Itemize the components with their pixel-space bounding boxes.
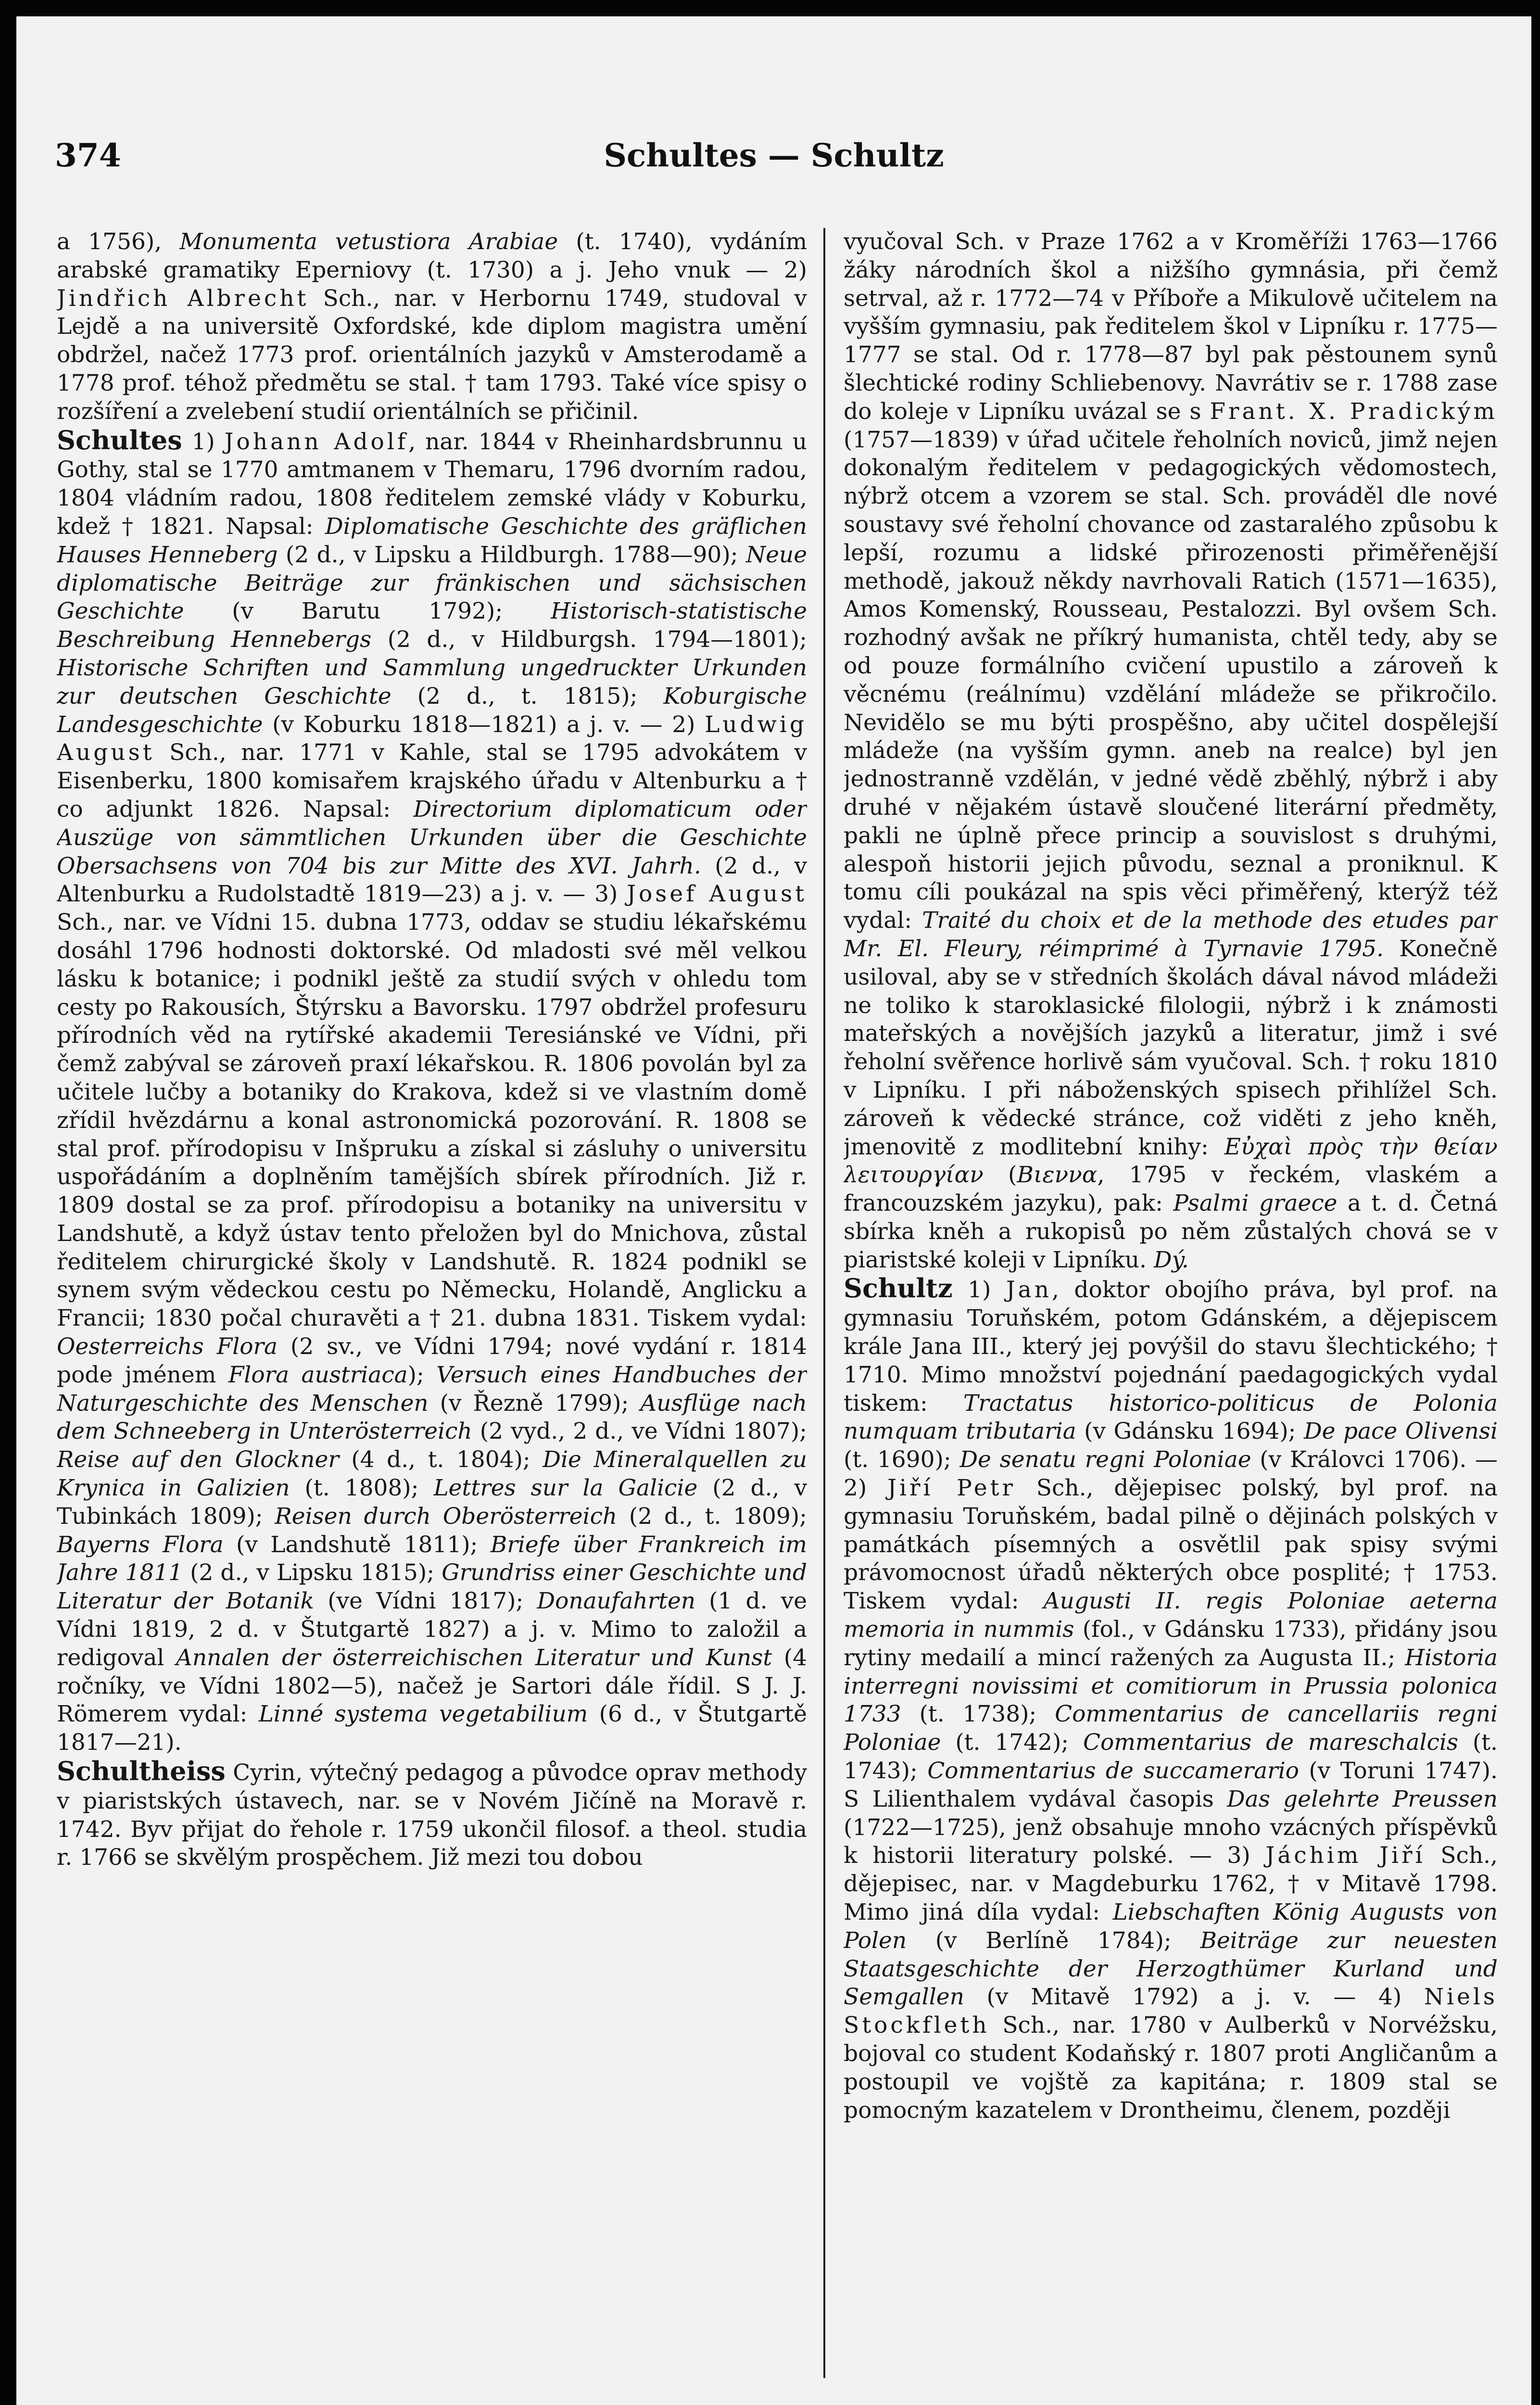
work-title: Die Mineralquellen zu Krynica in Galizien	[57, 1446, 807, 1502]
author-signature: Dý.	[1153, 1246, 1189, 1273]
entry-schultz	[844, 1274, 1498, 2125]
text: (4 d., t. 1804);	[339, 1446, 543, 1473]
text: (v Mitavě 1792) a j. v. — 4)	[964, 1984, 1424, 2011]
text: (1722—1725), jenž obsahuje mnoho vzácných příspěvků k historii literatury polské. — 3)	[844, 1814, 1498, 1869]
text: Sch., nar. v Herbornu 1749, studoval v Lejdě a na universitě Oxfordské, kde diplom magistra umění obdržel, načež 1773 prof. orientálních jazyků v Amsterodamě a 1778 prof. téhož předmětu se stal. † tam 1793. Také více spisy o rozšíření a zvelebení studií orientálních se přičinil.	[57, 285, 807, 425]
work-title: Reisen durch Oberösterreich	[275, 1503, 618, 1530]
work-title: Monumenta vetustiora Arabiae	[179, 228, 558, 255]
text: (v Koburku 1818—1821) a j. v. — 2)	[263, 711, 705, 738]
text: (2 d., v Altenburku a Rudolstadtě 1819—23) a j. v. — 3)	[57, 852, 807, 908]
left-column	[57, 228, 807, 2405]
person-name: Ludwig August	[57, 711, 807, 766]
work-title: Psalmi graece	[1173, 1190, 1338, 1217]
entry-schultes	[57, 426, 807, 1757]
text: Sch., nar. 1771 v Kahle, stal se 1795 advokátem v Eisenberku, 1800 komisařem krajského úřadu v Altenburku a † co adjunkt 1826. Napsal:	[57, 739, 807, 823]
text: (v Řezně 1799);	[428, 1390, 641, 1417]
work-title: Commentarius de cancellariis regni Poloniae	[844, 1701, 1498, 1756]
text: Sch., nar. ve Vídni 15. dubna 1773, oddav se studiu lékařskému dosáhl 1796 hodnosti doktorské. Od mladosti své měl velkou lásku k botanice; i podnikl ještě za studií svých v ohledu tom cesty po Rakousích, Štýrsku a Bavorsku. 1797 obdržel profesuru přírodních věd na rytířské akademii Teresiánské ve Vídni, při čemž zabýval se zároveň praxí lékařskou. R. 1806 povolán byl za učitele lučby a botaniky do Krakova, kdež si ve vlastním domě zřídil hvězdárnu a konal astronomická pozorování. R. 1808 se stal prof. přírodopisu v Inšpruku a získal si zásluhy o universitu uspořádáním a doplněním tamějších sbírek přírodních. Již r. 1809 dostal se za prof. přírodopisu a botaniky na universitu v Landshutě, a když ústav tento přeložen byl do Mnichova, zůstal ředitelem chirurgické školy v Landshutě. R. 1824 podnikl se synem svým vědeckou cestu po Německu, Holandě, Anglicku a Francii; 1830 počal churavěti a † 21. dubna 1831. Tiskem vydal:	[57, 909, 807, 1332]
person-name: Johann Adolf	[224, 428, 409, 455]
work-title: Historische Schriften und Sammlung ungedruckter Urkunden zur deutschen Geschichte	[57, 654, 807, 709]
text: (2 d., v Tubinkách 1809);	[57, 1475, 807, 1530]
person-name: Jindřich Albrecht	[57, 285, 309, 312]
text: (1 d. ve Vídni 1819, 2 d. v Štutgartě 1827) a j. v. Mimo to založil a redigoval	[57, 1588, 807, 1671]
text: (2 d., v Lipsku a Hildburgh. 1788—90);	[278, 541, 746, 568]
work-title: Das gelehrte Preussen	[1226, 1785, 1498, 1812]
work-title: Commentarius de mareschalcis	[1083, 1729, 1458, 1756]
text: (v Landshutě 1811);	[223, 1531, 491, 1558]
work-title: Directorium diplomaticum oder Auszüge von sämmtlichen Urkunden über die Geschichte Obersachsens von 704 bis zur Mitte des XVI. Jahrh.	[57, 796, 807, 879]
text: (	[983, 1162, 1017, 1189]
text: (2 d., t. 1809);	[617, 1503, 807, 1530]
work-title: Briefe über Frankreich im Jahre 1811	[57, 1531, 807, 1586]
person-name: Josef August	[627, 881, 807, 908]
text: 1)	[182, 428, 225, 455]
text: );	[407, 1361, 437, 1388]
work-title: Reise auf den Glockner	[57, 1446, 339, 1473]
entry-headword: Schultes	[57, 424, 182, 456]
text: (fol., v Gdánsku 1733), přidány jsou rytiny medailí a mincí ražených za Augusta II.;	[844, 1616, 1498, 1671]
work-title: Historisch-statistische Beschreibung Hennebergs	[57, 598, 807, 653]
text: (2 sv., ve Vídni 1794; nové vydání r. 1814 pode jménem	[57, 1333, 807, 1388]
text: , 1795 v řeckém, vlaském a francouzském jazyku), pak:	[844, 1162, 1498, 1217]
work-title: Beiträge zur neuesten Staatsgeschichte der Herzogthümer Kurland und Semgallen	[844, 1927, 1498, 2011]
scanned-page	[16, 16, 1531, 2405]
person-name: Jiří Petr	[887, 1475, 1016, 1502]
text: Sch., dějepisec, nar. v Magdeburku 1762, † v Mitavě 1798. Mimo jiná díla vydal:	[844, 1842, 1498, 1926]
text: (1757—1839) v úřad učitele řeholních noviců, jimž nejen dokonalým ředitelem v pedagogických vědomostech, nýbrž otcem a vzorem se stal. Sch. prováděl dle nové soustavy své řeholní chovance od zastaralého způsobu k lepší, rozumu a lidské přirozenosti přiměřenější methodě, jakouž někdy navrhovali Ratich (1571—1635), Amos Komenský, Rousseau, Pestalozzi. Byl ovšem Sch. rozhodný avšak ne příkrý humanista, chtěl tedy, aby se od pouze formálního cvičení upustilo a zároveň k věcnému (reálnímu) vzdělání mládeže se přikročilo. Nevidělo se mu býti prospěšno, aby učitel dospělejší mládeže (na vyšším gymn. aneb na realce) byl jen jednostranně vzdělán, v jedné vědě zběhlý, nýbrž i aby druhé v nějakém ústavě sloučené literární předměty, pakli ne úplně přece princip a souvislost s druhými, alespoň historii jejich původu, seznal a proniknul. K tomu cíli poukázal na spis věci přiměřený, kterýž též vydal:	[844, 426, 1498, 934]
text: (t. 1740), vydáním arabské gramatiky Eperniovy (t. 1730) a j. Jeho vnuk — 2)	[57, 228, 807, 283]
entry-schultheiss	[57, 1757, 807, 1872]
running-head: Schultes — Schultz	[604, 137, 944, 174]
paragraph-continuation	[57, 228, 807, 426]
text: (t. 1742);	[941, 1729, 1083, 1756]
work-title: Neue diplomatische Beiträge zur fränkischen und sächsischen Geschichte	[57, 541, 807, 625]
entry-headword: Schultheiss	[57, 1756, 226, 1787]
page-header	[16, 16, 1531, 209]
column-divider	[823, 228, 825, 2378]
work-title: Annalen der österreichischen Literatur und Kunst	[176, 1644, 772, 1671]
work-title: Commentarius de succamerario	[927, 1758, 1299, 1785]
text: (v Barutu 1792);	[184, 598, 551, 625]
text: (v Královci 1706). — 2)	[844, 1446, 1498, 1502]
work-title: Εὐχαὶ πρὸς τὴν θείαν λειτουργίαν	[844, 1133, 1498, 1189]
work-title: Tractatus historico-politicus de Polonia numquam tributaria	[844, 1390, 1498, 1445]
person-name: Frant. X. Pradickým	[1210, 398, 1498, 425]
work-title: Liebschaften König Augusts von Polen	[844, 1899, 1498, 1954]
text: 1)	[952, 1277, 1006, 1304]
text: a 1756),	[57, 228, 180, 255]
work-title: Historia interregni novissimi et comitiorum in Prussia polonica 1733	[844, 1644, 1498, 1728]
place-name: Βιεννα	[1017, 1162, 1098, 1189]
work-title: Grundriss einer Geschichte und Literatur der Botanik	[57, 1559, 807, 1615]
person-name: Jan	[1006, 1277, 1052, 1304]
text: a t. d. Četná sbírka kněh a rukopisů po něm zůstalých chová se v piaristské koleji v Lipníku.	[844, 1190, 1498, 1273]
paragraph-continuation	[844, 228, 1498, 1274]
text: , nar. 1844 v Rheinhardsbrunnu u Gothy, stal se 1770 amtmanem v Themaru, 1796 dvorním radou, 1804 vládním radou, 1808 ředitelem zemské vlády v Koburku, kdež † 1821. Napsal:	[57, 428, 807, 540]
person-name: Niels Stockfleth	[844, 1984, 1498, 2039]
work-title: Donaufahrten	[537, 1588, 696, 1615]
text: (v Berlíně 1784);	[907, 1927, 1200, 1954]
work-title: Flora austriaca	[228, 1361, 408, 1388]
text: (ve Vídni 1817);	[314, 1588, 537, 1615]
text: (2 d., v Hildburgsh. 1794—1801);	[371, 626, 807, 653]
text: Sch., dějepisec polský, byl prof. na gymnasiu Toruňském, badal pilně o dějinách polských v památkách písemných a osvětlil pak spisy svými právomocnost úřadů některých obce posplité; † 1753. Tiskem vydal:	[844, 1475, 1498, 1615]
text: (v Toruni 1747). S Lilienthalem vydával časopis	[844, 1758, 1498, 1812]
text: (2 d., v Lipsku 1815);	[183, 1559, 442, 1586]
page-number: 374	[55, 137, 121, 174]
text: (2 vyd., 2 d., ve Vídni 1807);	[472, 1418, 807, 1445]
work-title: De pace Olivensi	[1303, 1418, 1498, 1445]
text: vyučoval Sch. v Praze 1762 a v Kroměříži 1763—1766 žáky národních škol a nižšího gymnásia, při čemž setrval, až r. 1772—74 v Příboře a Mikulově učitelem na vyšším gymnasiu, pak ředitelem škol v Lipníku r. 1775—1777 se stal. Od r. 1778—87 byl pak pěstounem synů šlechtické rodiny Schliebenovy. Navrátiv se r. 1788 zase do koleje v Lipníku uvázal se s	[844, 228, 1498, 425]
text: (v Gdánsku 1694);	[1076, 1418, 1304, 1445]
work-title: Koburgische Landesgeschichte	[57, 683, 807, 738]
right-column	[844, 228, 1498, 2405]
work-title: Bayerns Flora	[57, 1531, 224, 1558]
text: Sch., nar. 1780 v Aulberků v Norvéžsku, bojoval co student Kodaňský r. 1807 proti Angličanům a postoupil ve vojště za kapitána; r. 1809 stal se pomocným kazatelem v Drontheimu, členem, později	[844, 2012, 1498, 2124]
text: (t. 1808);	[290, 1475, 434, 1502]
work-title: Versuch eines Handbuches der Naturgeschichte des Menschen	[57, 1361, 807, 1417]
work-title: Diplomatische Geschichte des gräflichen Hauses Henneberg	[57, 513, 807, 568]
text: Konečně usiloval, aby se v středních školách dával návod mládeži ne toliko k staroklasické filologii, nýbrž i k známosti mateřských a novějších jazyků a literatur, jimž i své řeholní svěřence horlivě sám vyučoval. Sch. † roku 1810 v Lipníku. I při náboženských spisech přihlížel Sch. zároveň k vědecké stránce, což viděti z jeho kněh, jmenovitě z modlitební knihy:	[844, 935, 1498, 1160]
work-title: De senatu regni Poloniae	[959, 1446, 1251, 1473]
text: (t. 1738);	[901, 1701, 1055, 1728]
text: (t. 1743);	[844, 1729, 1498, 1785]
work-title: Lettres sur la Galicie	[433, 1475, 698, 1502]
text: (t. 1690);	[844, 1446, 960, 1473]
work-title: Linné systema vegetabilium	[258, 1701, 588, 1728]
text: (4 ročníky, ve Vídni 1802—5), načež je Sartori dále řídil. S J. J. Römerem vydal:	[57, 1644, 807, 1728]
text: , doktor obojího práva, byl prof. na gymnasiu Toruňském, potom Gdánském, a dějepiscem krále Jana III., který jej povýšil do stavu šlechtického; † 1710. Mimo množství pojednání paedagogických vydal tiskem:	[844, 1277, 1498, 1417]
text: Cyrin, výtečný pedagog a původce oprav methody v piaristských ústavech, nar. se v Novém Jičíně na Moravě r. 1742. Byv přijat do řehole r. 1759 ukončil filosof. a theol. studia r. 1766 se skvělým prospěchem. Již mezi tou dobou	[57, 1759, 807, 1871]
text: (6 d., v Štutgartě 1817—21).	[57, 1701, 807, 1756]
work-title: Ausflüge nach dem Schneeberg in Unterösterreich	[57, 1390, 807, 1445]
person-name: Jáchim Jiří	[1265, 1842, 1426, 1869]
work-title: Oesterreichs Flora	[57, 1333, 278, 1360]
work-title: Augusti II. regis Poloniae aeterna memoria in nummis	[844, 1588, 1498, 1643]
entry-headword: Schultz	[844, 1273, 953, 1304]
work-title: Traité du choix et de la methode des etudes par Mr. El. Fleury, réimprimé à Tyrnavie 1795.	[844, 907, 1498, 962]
text: (2 d., t. 1815);	[391, 683, 664, 709]
